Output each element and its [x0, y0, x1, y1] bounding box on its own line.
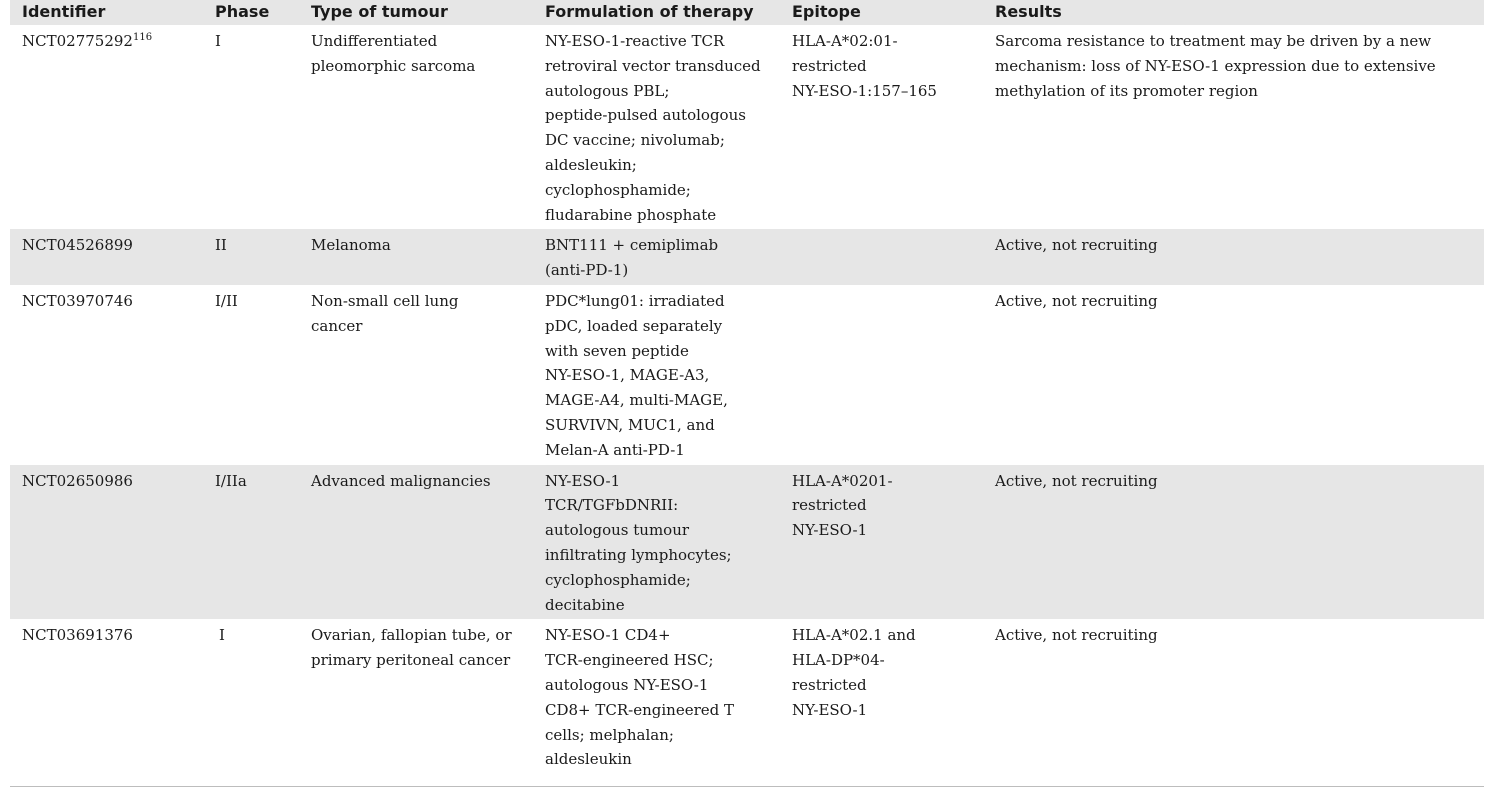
cell-epitope [780, 25, 983, 229]
therapy-line: autologous PBL; [545, 81, 670, 100]
cell-results [983, 619, 1484, 774]
cell-phase [203, 465, 299, 620]
cell-therapy [533, 25, 780, 229]
therapy-line: NY-ESO-1 CD4+ [545, 626, 671, 645]
results-line: mechanism: loss of NY-ESO-1 expression due to extensive [995, 56, 1436, 75]
therapy-line: MAGE-A4, multi-MAGE, [545, 391, 728, 410]
therapy-line: Melan-A anti-PD-1 [545, 440, 685, 459]
cell-results [983, 25, 1484, 229]
therapy-line: aldesleukin [545, 750, 632, 769]
therapy-line: autologous NY-ESO-1 [545, 675, 709, 694]
table-row [10, 465, 1484, 620]
therapy-line: TCR-engineered HSC; [545, 651, 714, 670]
epitope-line: restricted [792, 56, 867, 75]
cell-epitope [780, 229, 983, 285]
header-row [10, 0, 1484, 25]
header-epitope: Epitope [792, 2, 861, 21]
tumour-line: Melanoma [311, 236, 391, 255]
tumour-line: primary peritoneal cancer [311, 651, 511, 670]
table-row [10, 25, 1484, 229]
results-line: Active, not recruiting [995, 471, 1158, 490]
results-line: Sarcoma resistance to treatment may be driven by a new [995, 32, 1432, 50]
therapy-line: aldesleukin; [545, 155, 637, 174]
therapy-line: fludarabine phosphate [545, 205, 717, 224]
header-formulation-of-therapy: Formulation of therapy [545, 2, 754, 21]
header-results: Results [995, 2, 1062, 21]
phase-text: I/IIa [215, 471, 247, 490]
cell-tumour [299, 619, 533, 774]
therapy-line: with seven peptide [545, 341, 689, 360]
cell-therapy [533, 619, 780, 774]
therapy-line: cyclophosphamide; [545, 180, 691, 199]
table-row [10, 229, 1484, 285]
cell-tumour [299, 285, 533, 465]
epitope-line: HLA-A*0201- [792, 471, 893, 490]
epitope-line: NY-ESO-1:157–165 [792, 81, 937, 100]
cell-therapy [533, 465, 780, 620]
reference-superscript: 116 [132, 32, 153, 43]
therapy-line: decitabine [545, 595, 625, 614]
cell-therapy [533, 285, 780, 465]
epitope-line: NY-ESO-1 [792, 700, 868, 719]
therapy-line: NY-ESO-1, MAGE-A3, [545, 366, 710, 385]
cell-phase [203, 285, 299, 465]
cell-tumour [299, 25, 533, 229]
results-line: methylation of its promoter region [995, 81, 1258, 100]
tumour-line: Undifferentiated [311, 32, 438, 50]
tumour-line: cancer [311, 316, 363, 335]
phase-text: I [215, 32, 221, 50]
cell-phase [203, 25, 299, 229]
identifier-text: NCT02775292 [22, 32, 133, 50]
cell-phase [203, 229, 299, 285]
therapy-line: BNT111 + cemiplimab [545, 236, 719, 255]
identifier-text: NCT02650986 [22, 471, 133, 490]
therapy-line: NY-ESO-1-reactive TCR [545, 32, 725, 50]
therapy-line: NY-ESO-1 [545, 471, 621, 490]
therapy-line: peptide-pulsed autologous [545, 106, 746, 125]
results-line: Active, not recruiting [995, 626, 1158, 645]
results-line: Active, not recruiting [995, 291, 1158, 310]
cell-identifier [10, 25, 203, 229]
therapy-line: TCR/TGFbDNRII: [545, 496, 679, 515]
cell-identifier [10, 619, 203, 774]
table-header [10, 0, 1484, 25]
cell-tumour [299, 229, 533, 285]
epitope-line: NY-ESO-1 [792, 521, 868, 540]
cell-phase [203, 619, 299, 774]
epitope-line: HLA-A*02:01- [792, 32, 898, 50]
therapy-line: DC vaccine; nivolumab; [545, 131, 725, 150]
therapy-line: pDC, loaded separately [545, 316, 723, 335]
cell-epitope [780, 285, 983, 465]
tumour-line: Ovarian, fallopian tube, or [311, 626, 512, 645]
therapy-line: CD8+ TCR-engineered T [545, 700, 735, 719]
tumour-line: pleomorphic sarcoma [311, 56, 476, 75]
identifier-text: NCT03970746 [22, 291, 133, 310]
results-line: Active, not recruiting [995, 236, 1158, 255]
phase-text: II [215, 236, 227, 255]
therapy-line: SURVIVN, MUC1, and [545, 415, 715, 434]
cell-results [983, 465, 1484, 620]
clinical-trials-table [10, 0, 1484, 774]
therapy-line: infiltrating lymphocytes; [545, 545, 732, 564]
cell-identifier [10, 229, 203, 285]
identifier-text: NCT04526899 [22, 236, 133, 255]
therapy-line: cells; melphalan; [545, 725, 674, 744]
epitope-line: restricted [792, 675, 867, 694]
cell-identifier [10, 465, 203, 620]
therapy-line: autologous tumour [545, 521, 690, 540]
phase-text: I/II [215, 291, 238, 310]
cell-therapy [533, 229, 780, 285]
therapy-line: (anti-PD-1) [545, 261, 629, 280]
therapy-line: PDC*lung01: irradiated [545, 291, 725, 310]
table-row [10, 285, 1484, 465]
table-body [10, 25, 1484, 774]
epitope-line: HLA-DP*04- [792, 651, 885, 670]
table-row [10, 619, 1484, 774]
cell-results [983, 229, 1484, 285]
header-identifier: Identifier [22, 2, 106, 21]
identifier-text: NCT03691376 [22, 626, 133, 645]
therapy-line: retroviral vector transduced [545, 56, 761, 75]
therapy-line: cyclophosphamide; [545, 570, 691, 589]
cell-tumour [299, 465, 533, 620]
epitope-line: HLA-A*02.1 and [792, 626, 916, 645]
cell-identifier [10, 285, 203, 465]
epitope-line: restricted [792, 496, 867, 515]
phase-text: I [219, 626, 225, 645]
header-phase: Phase [215, 2, 270, 21]
cell-epitope [780, 619, 983, 774]
header-type-of-tumour: Type of tumour [311, 2, 448, 21]
cell-results [983, 285, 1484, 465]
tumour-line: Advanced malignancies [311, 471, 491, 490]
cell-epitope [780, 465, 983, 620]
tumour-line: Non-small cell lung [311, 291, 459, 310]
